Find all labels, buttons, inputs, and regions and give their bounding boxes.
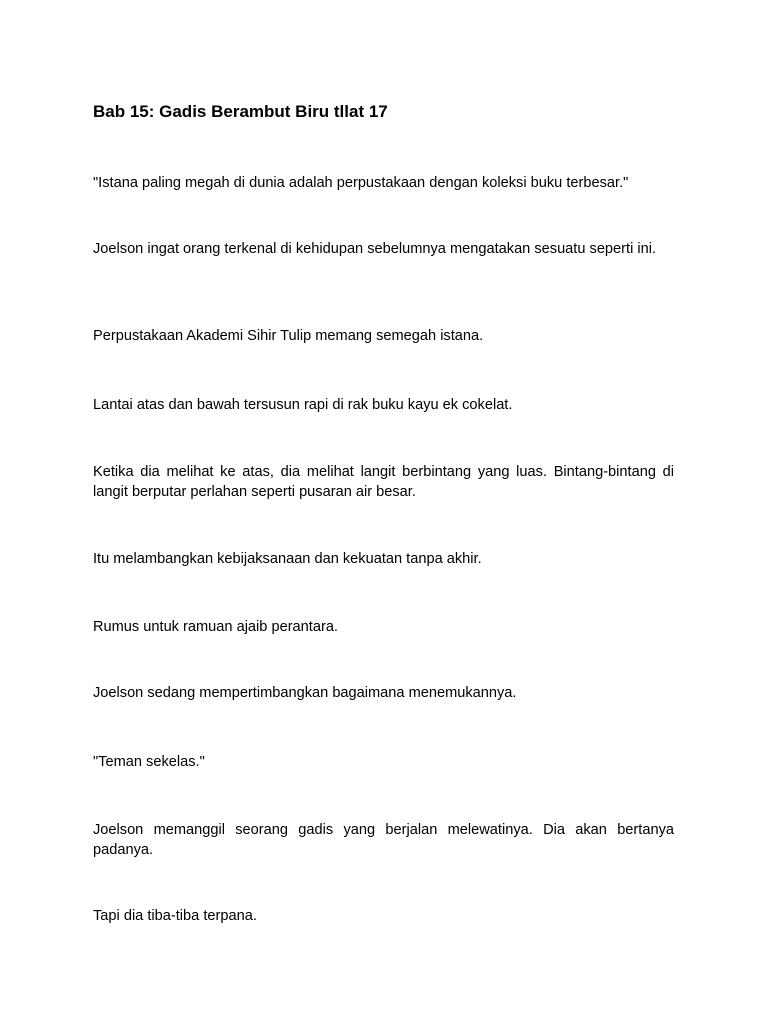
paragraph-5: Ketika dia melihat ke atas, dia melihat langit berbintang yang luas. Bintang-bintang di langit berputar perlahan seperti pusaran air besar.: [93, 464, 674, 500]
paragraph-9: "Teman sekelas.": [93, 754, 205, 770]
paragraph-10: Joelson memanggil seorang gadis yang berjalan melewatinya. Dia akan bertanya padanya.: [93, 822, 674, 858]
paragraph-4: Lantai atas dan bawah tersusun rapi di rak buku kayu ek cokelat.: [93, 397, 513, 413]
paragraph-2: Joelson ingat orang terkenal di kehidupan sebelumnya mengatakan sesuatu seperti ini.: [93, 241, 657, 257]
paragraph-6: Itu melambangkan kebijaksanaan dan kekuatan tanpa akhir.: [93, 551, 482, 567]
paragraph-7: Rumus untuk ramuan ajaib perantara.: [93, 619, 338, 635]
chapter-title: Bab 15: Gadis Berambut Biru tllat 17: [93, 102, 388, 121]
paragraph-1: "Istana paling megah di dunia adalah perpustakaan dengan koleksi buku terbesar.": [93, 175, 629, 191]
paragraph-11: Tapi dia tiba-tiba terpana.: [93, 908, 257, 924]
paragraph-3: Perpustakaan Akademi Sihir Tulip memang semegah istana.: [93, 328, 484, 344]
paragraph-8: Joelson sedang mempertimbangkan bagaimana menemukannya.: [93, 685, 517, 701]
